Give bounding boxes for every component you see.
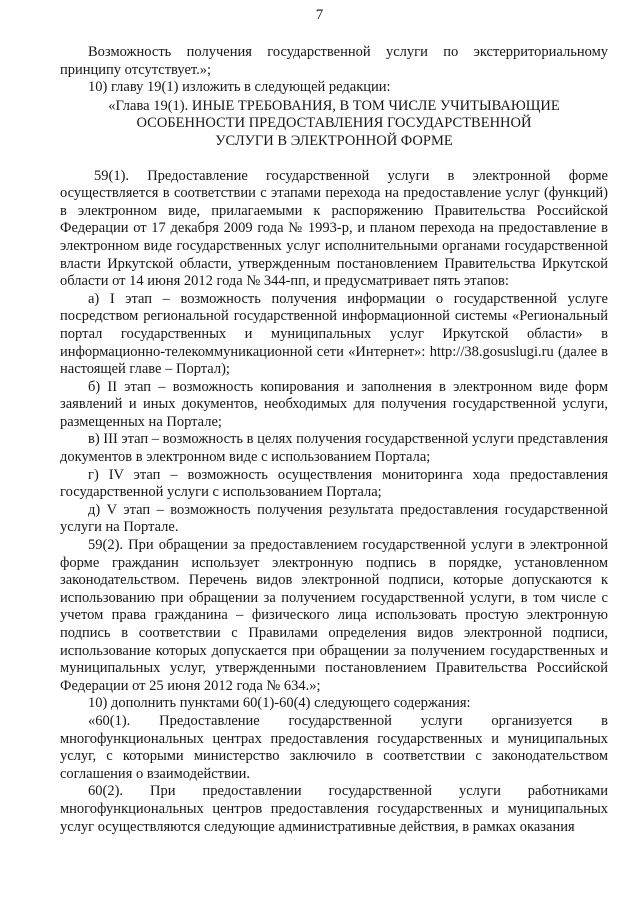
paragraph: 10) дополнить пунктами 60(1)-60(4) следующего содержания: bbox=[88, 695, 471, 712]
paragraph: 60(2). При предоставлении государственной услуги работниками многофункциональных центров предоставления государственных и муниципальных услуг осуществляются следующие административные действия, в рамках оказания bbox=[60, 783, 608, 835]
document-body bbox=[60, 44, 608, 836]
paragraph: а) I этап – возможность получения информации о государственной услуге посредством региональной государственной информационной системы «Региональный портал государственных и муниципальных услуг Иркутской области» в информационно-телекоммуникационной сети «Интернет»: http://38.gosuslugi.ru (далее в настоящей главе – Портал); bbox=[60, 290, 608, 378]
paragraph: в) III этап – возможность в целях получения государственной услуги представления документов в электронном виде с использованием Портала; bbox=[60, 431, 608, 466]
paragraph: Возможность получения государственной услуги по экстерриториальному принципу отсутствует.»; bbox=[60, 44, 608, 78]
heading-line: ОСОБЕННОСТИ ПРЕДОСТАВЛЕНИЯ ГОСУДАРСТВЕННОЙ bbox=[136, 115, 532, 132]
paragraph: г) IV этап – возможность осуществления мониторинга хода предоставления государственной услуги с использованием Портала; bbox=[60, 466, 608, 501]
heading-spacer bbox=[60, 151, 608, 168]
page-number: 7 bbox=[315, 7, 324, 23]
paragraph: 59(2). При обращении за предоставлением государственной услуги в электронной форме гражданин использует электронную подпись в порядке, установленном законодательством. Перечень видов электронной подписи, которые допускаются к использованию при обращении за получением государственной услуги, в том числе с учетом права гражданина – физического лица использовать простую электронную подпись в соответствии с Правилами определения видов электронной подписи, использование которых допускается при обращении за получением государственных и муниципальных услуг, утвержденными постановлением Правительства Российской Федерации от 25 июня 2012 года № 634.»; bbox=[60, 537, 608, 694]
paragraph: б) II этап – возможность копирования и заполнения в электронном виде форм заявлений и иных документов, необходимых для получения государственной услуги, размещенных на Портале; bbox=[60, 378, 608, 430]
paragraph: д) V этап – возможность получения результата предоставления государственной услуги на Портале. bbox=[60, 501, 608, 536]
paragraph: «60(1). Предоставление государственной услуги организуется в многофункциональных центрах предоставления государственных и муниципальных услуг, с которыми министерство заключило в соответствии с законодательством соглашения о взаимодействии. bbox=[60, 712, 608, 782]
heading-line: УСЛУГИ В ЭЛЕКТРОННОЙ ФОРМЕ bbox=[215, 132, 453, 149]
intro-paragraphs bbox=[60, 44, 608, 97]
chapter-heading bbox=[60, 98, 608, 151]
paragraph: 59(1). Предоставление государственной услуги в электронной форме осуществляется в соответствии с этапами перехода на предоставление услуг (функций) в электронном виде, прилагаемыми к распоряжению Правительства Российской Федерации от 17 декабря 2009 года № 1993-р, и планом перехода на предоставление в электронном виде государственных услуг исполнительными органами государственной власти Иркутской области, утвержденным постановлением Правительства Иркутской области от 14 июня 2012 года № 344-пп, и предусматривает пять этапов: bbox=[60, 167, 608, 290]
heading-line: «Глава 19(1). ИНЫЕ ТРЕБОВАНИЯ, В ТОМ ЧИСЛЕ УЧИТЫВАЮЩИЕ bbox=[108, 97, 560, 114]
paragraph: 10) главу 19(1) изложить в следующей редакции: bbox=[88, 79, 391, 96]
body-paragraphs bbox=[60, 168, 608, 837]
